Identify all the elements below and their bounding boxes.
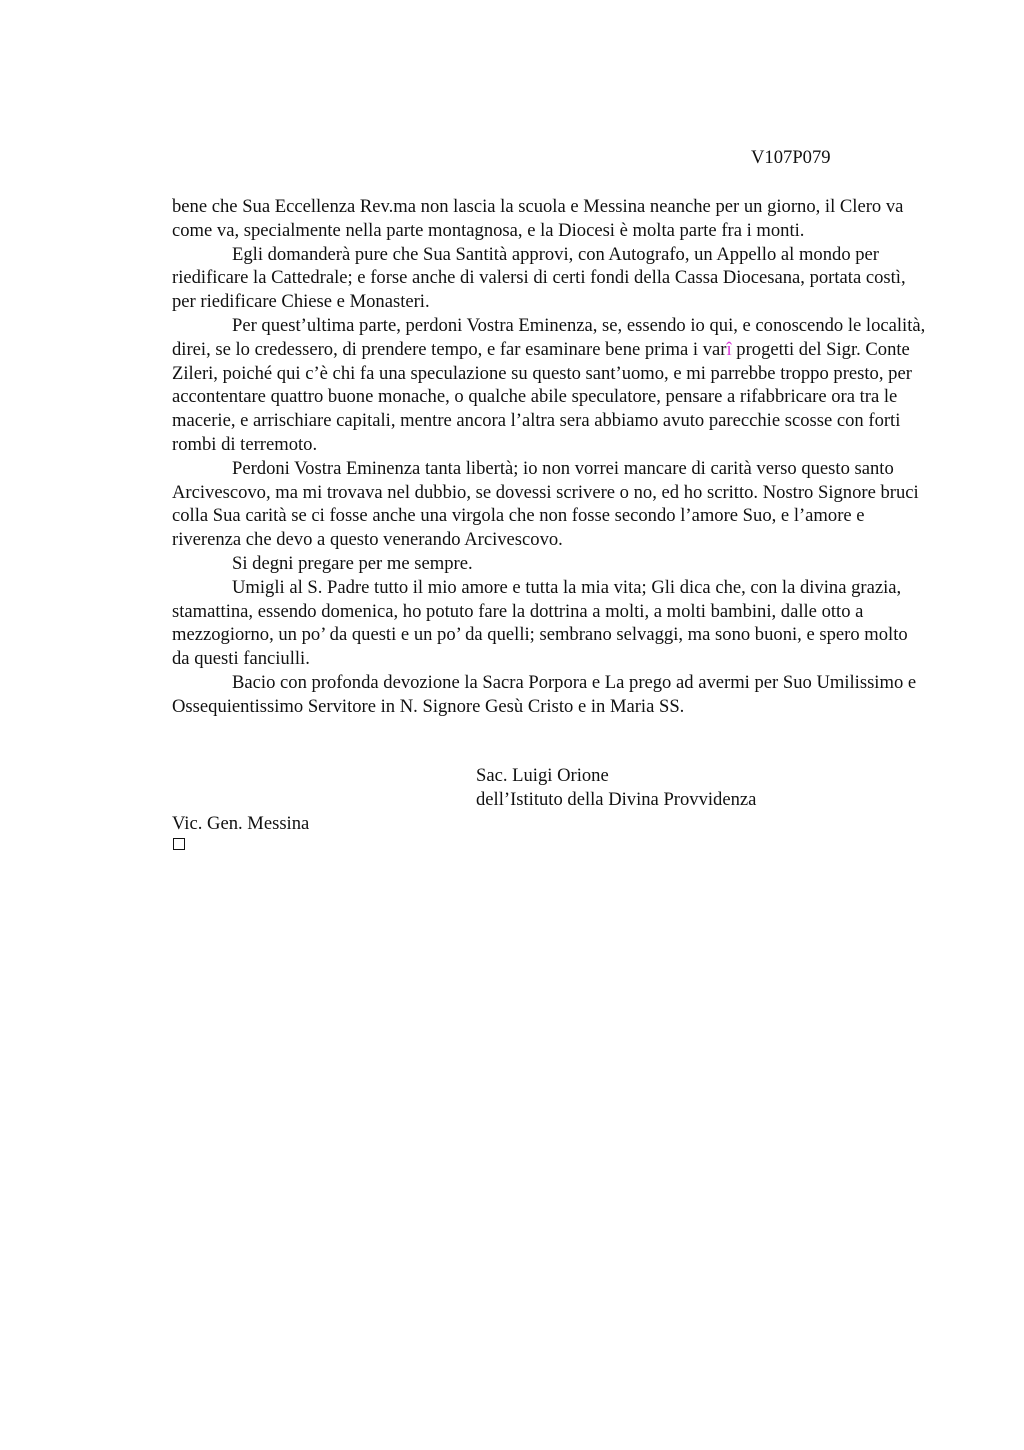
paragraph-message-to-pope: Umigli al S. Padre tutto il mio amore e tutta la mia vita; Gli dica che, con la divina grazia, stamattina, essendo domenica, ho potuto fare la dottrina a molti, a molti bambini, dalle otto a mezzogiorno, un po’ da questi e un po’ da quelli; sembrano selvaggi, ma sono buoni, e spero molto da questi fanciulli. xyxy=(172,576,908,670)
page-identifier: V107P079 xyxy=(751,147,831,168)
highlighted-character: î xyxy=(726,338,732,360)
postscript-note: Vic. Gen. Messina xyxy=(172,813,310,834)
signature-affiliation: dell’Istituto della Divina Provvidenza xyxy=(476,788,757,810)
empty-square-icon xyxy=(173,838,185,850)
paragraph-apology: Perdoni Vostra Eminenza tanta libertà; io non vorrei mancare di carità verso questo santo Arcivescovo, ma mi trovava nel dubbio, se dovessi scrivere o no, ed ho scritto. Nostro Signore bruci colla Sua carità se ci fosse anche una virgola che non fosse secondo l’amore Suo, e l’amore e riverenza che devo a questo venerando Arcivescovo. xyxy=(172,457,919,551)
paragraph-appeal-cathedral: Egli domanderà pure che Sua Santità approvi, con Autografo, un Appello al mondo per riedificare la Cattedrale; e forse anche di valersi di certi fondi della Cassa Diocesana, portata costì, per riedificare Chiese e Monasteri. xyxy=(172,243,906,313)
paragraph-closing: Bacio con profonda devozione la Sacra Porpora e La prego ad avermi per Suo Umilissimo e Ossequientissimo Servitore in N. Signore Gesù Cristo e in Maria SS. xyxy=(172,671,917,717)
signature-block xyxy=(476,764,756,812)
paragraph-continuation: bene che Sua Eccellenza Rev.ma non lascia la scuola e Messina neanche per un giorno, il Clero va come va, specialmente nella parte montagnosa, e la Diocesi è molta parte fra i monti. xyxy=(172,196,904,241)
paragraph-zileri-projects xyxy=(172,314,929,457)
paragraph-text-after: progetti del Sigr. Conte Zileri, poiché qui c’è chi fa una speculazione su questo sant’uomo, e mi parrebbe troppo presto, per accontentare quattro buone monache, o qualche abile speculatore, pensare a rifabbricare ora tra le macerie, e arrischiare capitali, mentre ancora l’altra sera abbiamo avuto parecchie scosse con forti rombi di terremoto. xyxy=(172,338,912,455)
letter-body xyxy=(172,195,929,719)
signature-name: Sac. Luigi Orione xyxy=(476,765,609,786)
paragraph-text-before: Per quest’ultima parte, perdoni Vostra Eminenza, se, essendo io qui, e conoscendo le località, direi, se lo credessero, di prendere tempo, e far esaminare bene prima i var xyxy=(172,314,926,360)
paragraph-prayer-request: Si degni pregare per me sempre. xyxy=(232,552,473,574)
